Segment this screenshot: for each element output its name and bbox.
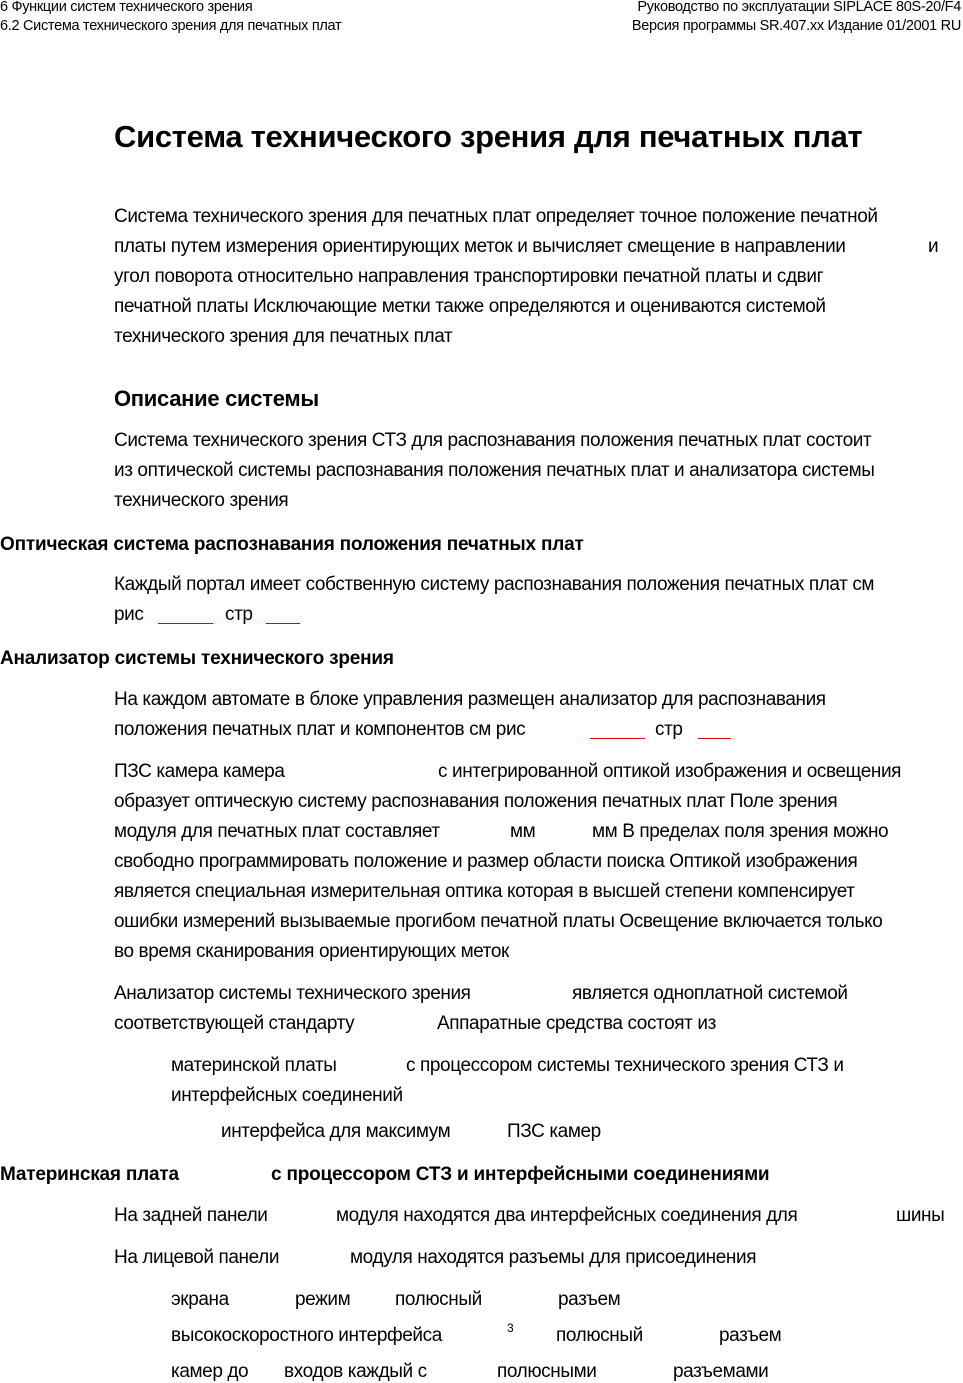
list-item: материнской платы: [171, 1055, 337, 1076]
superscript: 3: [507, 1321, 514, 1335]
text-line: печатной платы Исключающие метки также определяются и оцениваются системой: [114, 296, 826, 317]
header-chapter: 6 Функции систем технического зрения: [0, 0, 253, 15]
list-item: камер до: [171, 1361, 249, 1382]
text-line: мм: [510, 821, 536, 842]
text-line: модуля для печатных плат составляет: [114, 821, 440, 842]
text-line: является специальная измерительная оптика которая в высшей степени компенсирует: [114, 881, 855, 902]
text-line: мм В пределах поля зрения можно: [592, 821, 889, 842]
header-section: 6.2 Система технического зрения для печатных плат: [0, 18, 342, 34]
text-line: является одноплатной системой: [572, 983, 848, 1004]
text-line: На задней панели: [114, 1205, 268, 1226]
page-title: Система технического зрения для печатных плат: [114, 119, 863, 154]
text-line: и: [928, 236, 939, 257]
text-line: технического зрения: [114, 490, 289, 511]
section-heading-analyzer: Анализатор системы технического зрения: [0, 648, 394, 669]
list-item: с процессором системы технического зрения СТЗ и: [406, 1055, 844, 1076]
list-item: разъем: [558, 1289, 621, 1310]
list-item: ПЗС камер: [507, 1121, 601, 1142]
list-item: полюсный: [556, 1325, 643, 1346]
text-line: модуля находятся два интерфейсных соединения для: [336, 1205, 798, 1226]
list-item: полюсный: [395, 1289, 482, 1310]
list-item: высокоскоростного интерфейса: [171, 1325, 442, 1346]
list-item: разъем: [719, 1325, 782, 1346]
text-line: стр: [225, 604, 253, 625]
text-line: Анализатор системы технического зрения: [114, 983, 471, 1004]
text-line: Каждый портал имеет собственную систему распознавания положения печатных плат см: [114, 574, 875, 595]
text-line: свободно программировать положение и размер области поиска Оптикой изображения: [114, 851, 858, 872]
text-line: соответствующей стандарту: [114, 1013, 355, 1034]
page-reference-link[interactable]: [266, 623, 300, 624]
section-heading-motherboard: с процессором СТЗ и интерфейсными соединениями: [271, 1164, 770, 1185]
list-item: интерфейсных соединений: [171, 1085, 403, 1106]
figure-reference-link[interactable]: [590, 738, 645, 739]
list-item: интерфейса для максимум: [221, 1121, 451, 1142]
text-line: с интегрированной оптикой изображения и освещения: [438, 761, 902, 782]
text-line: На лицевой панели: [114, 1247, 280, 1268]
text-line: Система технического зрения СТЗ для распознавания положения печатных плат состоит: [114, 430, 872, 451]
text-line: рис: [114, 604, 144, 625]
page-reference-link[interactable]: [698, 738, 731, 739]
text-line: ошибки измерений вызываемые прогибом печатной платы Освещение включается только: [114, 911, 883, 932]
text-line: платы путем измерения ориентирующих меток и вычисляет смещение в направлении: [114, 236, 846, 257]
list-item: разъемами: [673, 1361, 769, 1382]
text-line: Аппаратные средства состоят из: [437, 1013, 716, 1034]
header-manual: Руководство по эксплуатации SIPLACE 80S-20/F4: [637, 0, 961, 15]
section-heading-optical: Оптическая система распознавания положения печатных плат: [0, 534, 584, 555]
text-line: На каждом автомате в блоке управления размещен анализатор для распознавания: [114, 689, 826, 710]
text-line: стр: [655, 719, 683, 740]
section-heading-description: Описание системы: [114, 386, 319, 411]
text-line: модуля находятся разъемы для присоединения: [350, 1247, 757, 1268]
list-item: экрана: [171, 1289, 229, 1310]
text-line: угол поворота относительно направления транспортировки печатной платы и сдвиг: [114, 266, 824, 287]
list-item: входов каждый с: [284, 1361, 427, 1382]
text-line: образует оптическую систему распознавания положения печатных плат Поле зрения: [114, 791, 838, 812]
text-line: положения печатных плат и компонентов см рис: [114, 719, 526, 740]
text-line: шины: [896, 1205, 945, 1226]
text-line: из оптической системы распознавания положения печатных плат и анализатора системы: [114, 460, 875, 481]
header-version: Версия программы SR.407.xx Издание 01/2001 RU: [631, 18, 961, 34]
text-line: Система технического зрения для печатных плат определяет точное положение печатной: [114, 206, 878, 227]
text-line: во время сканирования ориентирующих меток: [114, 941, 509, 962]
list-item: полюсными: [497, 1361, 597, 1382]
section-heading-motherboard: Материнская плата: [0, 1164, 179, 1185]
text-line: технического зрения для печатных плат: [114, 326, 453, 347]
list-item: режим: [295, 1289, 351, 1310]
text-line: ПЗС камера камера: [114, 761, 285, 782]
figure-reference-link[interactable]: [158, 623, 213, 624]
